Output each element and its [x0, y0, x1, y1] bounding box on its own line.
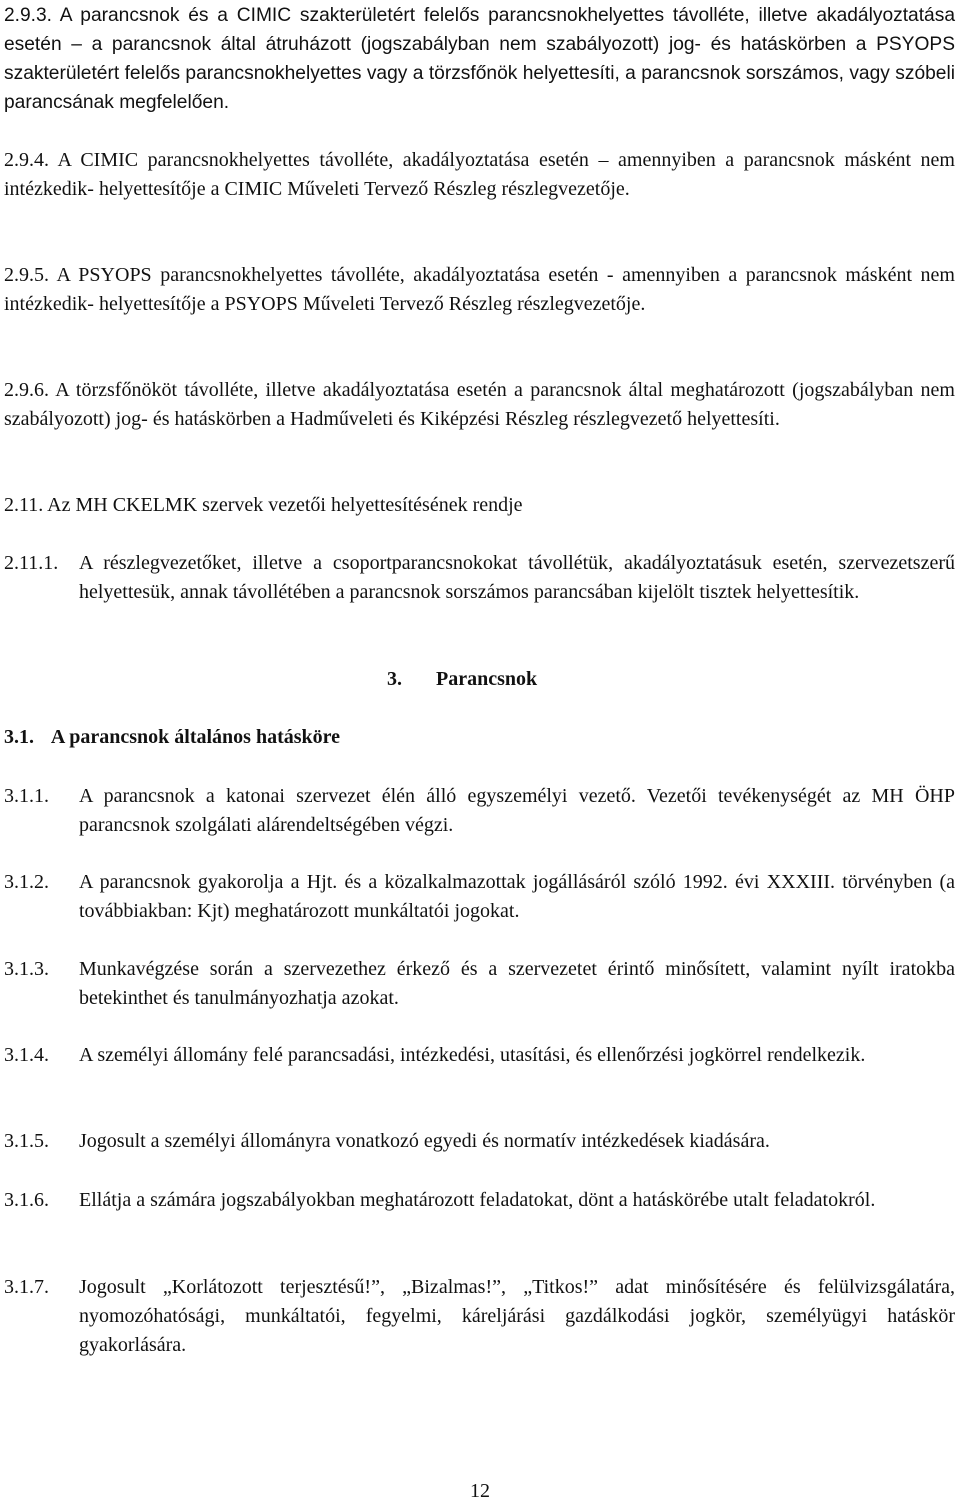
chapter-heading — [387, 665, 537, 694]
item-text: A parancsnok gyakorolja a Hjt. és a közalkalmazottak jogállásáról szóló 1992. évi XXXIII. törvényben (a továbbiakban: Kjt) meghatározott munkáltatói jogokat. — [79, 871, 955, 922]
paragraph-2-9-4 — [4, 146, 955, 204]
item-number: 3.1.1. — [4, 785, 49, 807]
chapter-title: Parancsnok — [436, 668, 538, 690]
page-number: 12 — [470, 1480, 490, 1502]
item-text: Ellátja a számára jogszabályokban meghatározott feladatokat, dönt a hatáskörébe utalt feladatokról. — [79, 1189, 876, 1211]
paragraph-number: 2.9.5. — [4, 264, 49, 286]
paragraph-text: A CIMIC parancsnokhelyettes távolléte, akadályoztatása esetén – amennyiben a parancsnok másként nem intézkedik- helyettesítője a CIMIC Műveleti Tervező Részleg részlegvezetője. — [4, 149, 955, 200]
paragraph-text: A PSYOPS parancsnokhelyettes távolléte, akadályoztatása esetén - amennyiben a parancsnok másként nem intézkedik- helyettesítője a PSYOPS Műveleti Tervező Részleg részlegvezetője. — [4, 264, 955, 315]
paragraph-number: 2.9.3. — [4, 5, 53, 26]
item-3-1-7 — [4, 1273, 955, 1360]
section-title: A parancsnok általános hatásköre — [50, 726, 341, 748]
item-text: A parancsnok a katonai szervezet élén álló egyszemélyi vezető. Vezetői tevékenységét az MH ÖHP parancsnok szolgálati alárendeltségében végzi. — [79, 785, 955, 836]
item-number: 3.1.3. — [4, 958, 49, 980]
item-text: Jogosult „Korlátozott terjesztésű!”, „Bizalmas!”, „Titkos!” adat minősítésére és felülvizsgálatára, nyomozóhatósági, munkáltatói, fegyelmi, káreljárási gazdálkodási jogkör, személyügyi hatáskör gyakorlására. — [79, 1276, 955, 1356]
paragraph-2-9-5 — [4, 261, 955, 319]
paragraph-2-9-3 — [4, 1, 955, 117]
item-number: 3.1.6. — [4, 1189, 49, 1211]
paragraph-text: A törzsfőnököt távolléte, illetve akadályoztatása esetén a parancsnok által meghatározott (jogszabályban nem szabályozott) jog- és hatáskörben a Hadműveleti és Kiképzési Részleg részlegvezető helyettesíti. — [4, 379, 955, 430]
paragraph-2-11-1 — [4, 549, 955, 607]
chapter-number: 3. — [387, 668, 402, 690]
heading-2-11 — [4, 491, 955, 520]
section-number: 3.1. — [4, 726, 34, 748]
item-text: Munkavégzése során a szervezethez érkező és a szervezetet érintő minősített, valamint nyílt iratokba betekinthet és tanulmányozhatja azokat. — [79, 958, 955, 1009]
paragraph-text: A parancsnok és a CIMIC szakterületért felelős parancsnokhelyettes távolléte, illetve akadályoztatása esetén – a parancsnok által átruházott (jogszabályban nem szabályozott) jog- és hatáskörben a PSYOPS szakterületért felelős parancsnokhelyettes vagy a törzsfőnök helyettesíti, a parancsnok sorszámos, vagy szóbeli parancsának megfelelően. — [4, 5, 955, 113]
paragraph-number: 2.9.4. — [4, 149, 49, 171]
item-3-1-1 — [4, 782, 955, 840]
item-3-1-6 — [4, 1186, 955, 1215]
paragraph-number: 2.11.1. — [4, 552, 59, 574]
heading-number: 2.11. — [4, 494, 44, 516]
item-number: 3.1.2. — [4, 871, 49, 893]
item-3-1-3 — [4, 955, 955, 1013]
section-heading — [4, 723, 340, 752]
item-text: Jogosult a személyi állományra vonatkozó egyedi és normatív intézkedések kiadására. — [79, 1130, 770, 1152]
item-3-1-5 — [4, 1127, 955, 1156]
paragraph-text: A részlegvezetőket, illetve a csoportparancsnokokat távollétük, akadályoztatásuk esetén, szervezetszerű helyettesük, annak távollétében a parancsnok sorszámos parancsában kijelölt tisztek helyettesítik. — [79, 552, 955, 603]
item-3-1-4 — [4, 1041, 955, 1070]
item-3-1-2 — [4, 868, 955, 926]
item-number: 3.1.7. — [4, 1276, 49, 1298]
heading-text: Az MH CKELMK szervek vezetői helyettesítésének rendje — [47, 494, 523, 516]
paragraph-2-9-6 — [4, 376, 955, 434]
paragraph-number: 2.9.6. — [4, 379, 49, 401]
item-number: 3.1.5. — [4, 1130, 49, 1152]
item-text: A személyi állomány felé parancsadási, intézkedési, utasítási, és ellenőrzési jogkörrel rendelkezik. — [79, 1044, 866, 1066]
item-number: 3.1.4. — [4, 1044, 49, 1066]
